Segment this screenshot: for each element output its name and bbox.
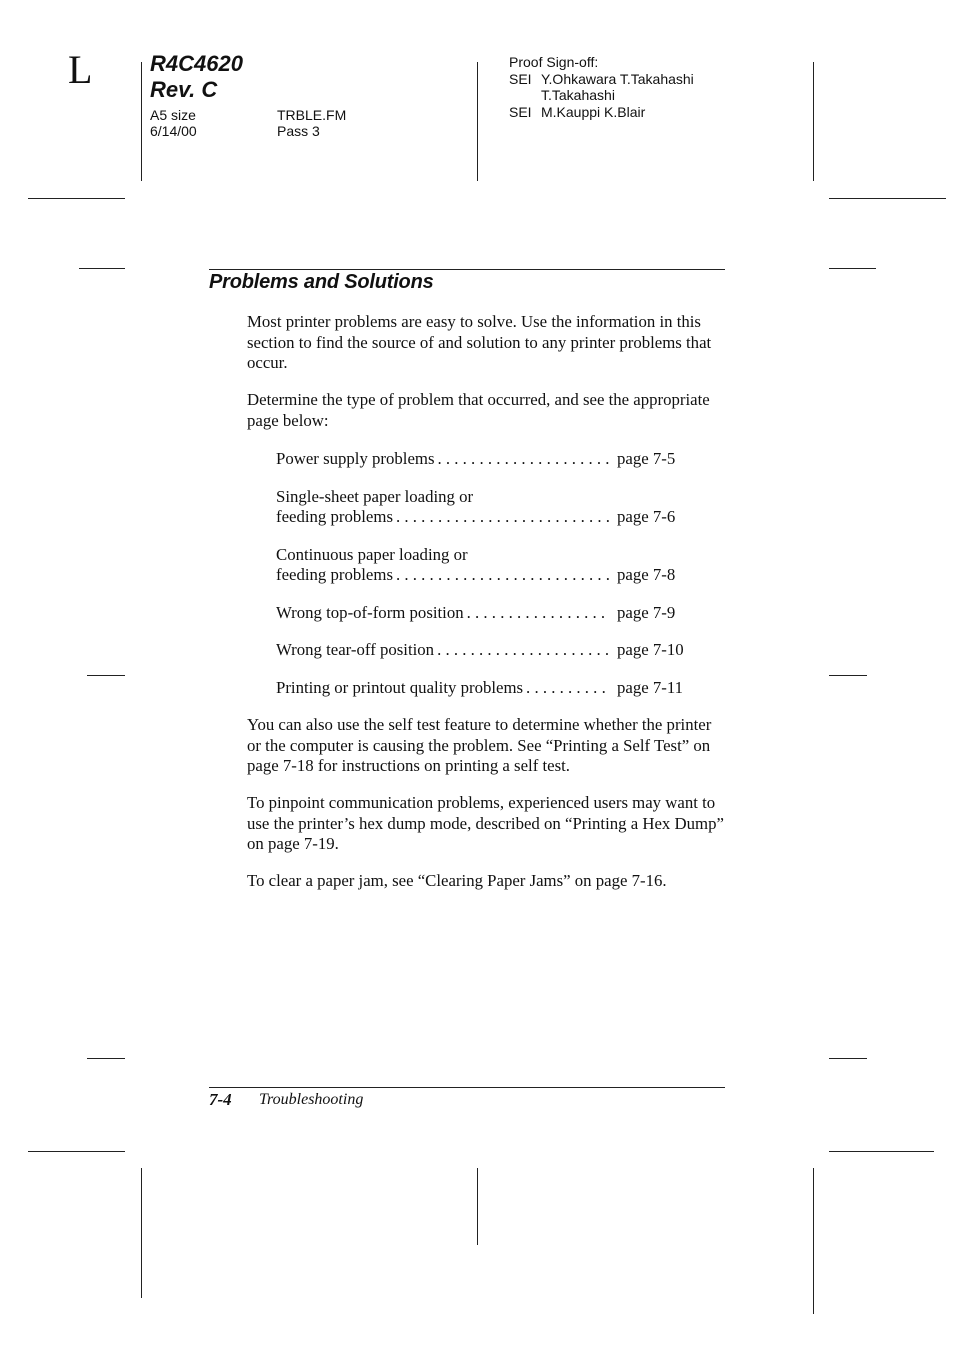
toc-entry[interactable] [276, 640, 696, 660]
signoff-org: SEI [509, 71, 532, 87]
toc-entry-page: page 7-10 [617, 640, 684, 659]
crop-mark [28, 1151, 125, 1152]
section-rule [209, 269, 725, 270]
signoff-names: T.Takahashi [541, 87, 615, 103]
crop-mark [829, 268, 876, 269]
signoff-org: SEI [509, 104, 532, 120]
model-number: R4C4620 [150, 51, 243, 76]
chapter-title: Troubleshooting [259, 1091, 364, 1108]
intro-paragraph: Most printer problems are easy to solve. Use the information in this section to find the source of and solution to any printer problems that occur. [247, 312, 712, 372]
toc-entry-label: Wrong tear-off position [276, 640, 435, 659]
toc-entry-page: page 7-5 [617, 449, 676, 468]
toc-entry[interactable] [276, 487, 696, 527]
crop-mark [28, 198, 125, 199]
section-title: Problems and Solutions [209, 271, 434, 293]
file-label: TRBLE.FM [277, 107, 347, 123]
crop-mark [141, 62, 142, 181]
model-name [150, 51, 243, 103]
crop-mark [141, 1168, 142, 1298]
toc-entry-label: Wrong top-of-form position [276, 603, 464, 622]
dot-leader [467, 603, 610, 623]
crop-mark [813, 62, 814, 181]
toc-entry-label: feeding problems [276, 507, 393, 526]
crop-mark [829, 1058, 867, 1059]
date-label: 6/14/00 [150, 123, 197, 139]
dot-leader [526, 678, 610, 698]
page-number: 7-4 [209, 1090, 232, 1109]
footer-rule [209, 1087, 725, 1088]
revision: Rev. C [150, 77, 218, 102]
crop-mark [477, 1168, 478, 1245]
toc-entry-page: page 7-8 [617, 565, 676, 584]
dot-leader [437, 449, 610, 469]
toc-entry-label: Single-sheet paper loading or [276, 487, 474, 506]
toc-entry[interactable] [276, 449, 696, 469]
toc-entry[interactable] [276, 603, 696, 623]
crop-mark [87, 675, 125, 676]
determine-paragraph: Determine the type of problem that occurred, and see the appropriate page below: [247, 390, 710, 430]
toc-entry-page: page 7-11 [617, 678, 684, 697]
paper-jam-paragraph: To clear a paper jam, see “Clearing Paper Jams” on page 7-16. [247, 871, 667, 890]
signoff-names: M.Kauppi K.Blair [541, 104, 646, 120]
crop-mark [829, 198, 946, 199]
toc-entry-label: Printing or printout quality problems [276, 678, 524, 697]
crop-mark [829, 1151, 934, 1152]
dot-leader [396, 507, 610, 527]
size-label: A5 size [150, 107, 196, 123]
corner-letter: L [68, 47, 93, 92]
hex-dump-paragraph: To pinpoint communication problems, experienced users may want to use the printer’s hex dump mode, described on “Printing a Hex Dump” on page 7-19. [247, 793, 724, 853]
crop-mark [829, 675, 867, 676]
proof-signoff-label: Proof Sign-off: [509, 54, 599, 70]
crop-mark [87, 1058, 125, 1059]
toc-entry[interactable] [276, 545, 696, 585]
toc-entry-page: page 7-6 [617, 507, 676, 526]
self-test-paragraph: You can also use the self test feature to determine whether the printer or the computer is causing the problem. See “Printing a Self Test” on page 7-18 for instructions on printing a self test. [247, 715, 712, 775]
crop-mark [813, 1168, 814, 1314]
toc-entry-label: feeding problems [276, 565, 393, 584]
toc-entry[interactable] [276, 678, 696, 698]
toc-entry-label: Continuous paper loading or [276, 545, 468, 564]
toc-entry-label: Power supply problems [276, 449, 435, 468]
dot-leader [396, 565, 610, 585]
crop-mark [79, 268, 125, 269]
dot-leader [437, 640, 610, 660]
signoff-names: Y.Ohkawara T.Takahashi [541, 71, 694, 87]
toc-entry-page: page 7-9 [617, 603, 676, 622]
crop-mark [477, 62, 478, 181]
pass-label: Pass 3 [277, 123, 320, 139]
